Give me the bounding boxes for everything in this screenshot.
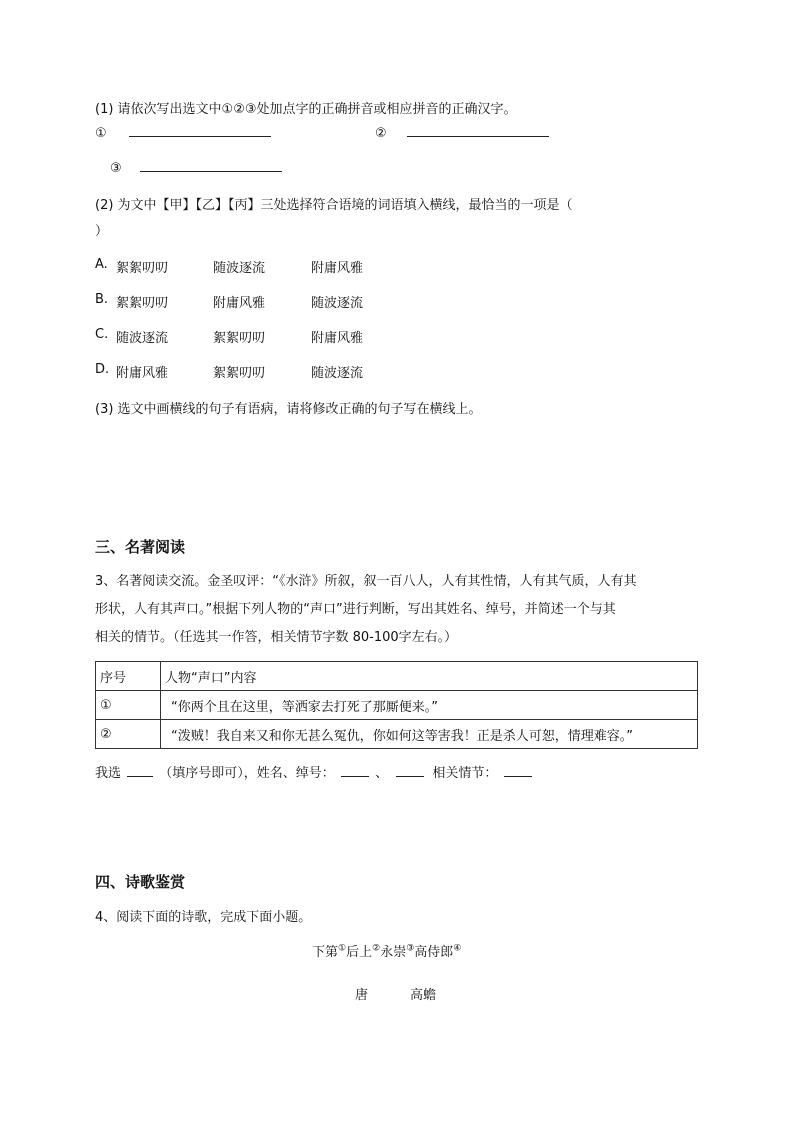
note-mark: ② [372, 943, 381, 954]
option-letter: C. [95, 327, 109, 342]
answer-prefix: 我选 [95, 766, 122, 781]
option-d[interactable] [95, 362, 415, 380]
q1-blank-2 [375, 124, 549, 141]
blank-label: ② [375, 126, 387, 141]
option-word-3: 随波逐流 [311, 296, 364, 311]
poem-title [312, 941, 461, 960]
poem-title-part: 永崇 [380, 945, 407, 960]
row-index: ② [96, 720, 161, 749]
section-4-title: 四、诗歌鉴赏 [95, 873, 186, 891]
name-blank[interactable] [341, 764, 369, 777]
poem-title-part: 后上 [346, 945, 373, 960]
section-4-instruction: 4、阅读下面的诗歌，完成下面小题。 [95, 910, 312, 925]
q3-stem: (3) 选文中画横线的句子有语病，请将修改正确的句子写在横线上。 [95, 402, 482, 417]
poem-author: 高蟾 [410, 988, 437, 1003]
q1-stem: (1) 请依次写出选文中①②③处加点字的正确拼音或相应拼音的正确汉字。 [95, 102, 517, 117]
character-voice-table [95, 661, 698, 749]
plot-blank[interactable] [504, 764, 532, 777]
answer-sep: 、 [375, 766, 389, 781]
poem-title-part: 下第 [312, 945, 339, 960]
table-row [96, 720, 698, 749]
row-index: ① [96, 691, 161, 720]
option-letter: B. [95, 292, 109, 307]
option-a[interactable] [95, 257, 415, 275]
answer-mid: （填序号即可），姓名、绰号： [159, 766, 335, 781]
blank-label: ① [95, 126, 107, 141]
option-word-2: 附庸风雅 [213, 296, 266, 311]
option-word-3: 随波逐流 [311, 366, 364, 381]
section-3-para-line3: 相关的情节。（任选其一作答，相关情节字数 80-100字左右。） [95, 630, 458, 645]
option-word-1: 附庸风雅 [116, 366, 169, 381]
header-content: 人物“声口”内容 [161, 662, 698, 691]
note-mark: ③ [406, 943, 415, 954]
option-word-2: 随波逐流 [213, 261, 266, 276]
option-letter: A. [95, 257, 108, 272]
option-word-2: 絮絮叨叨 [213, 366, 266, 381]
section-3-title: 三、名著阅读 [95, 538, 186, 556]
option-word-1: 絮絮叨叨 [116, 296, 169, 311]
q2-stem-line2: ） [95, 224, 109, 239]
nickname-blank[interactable] [396, 764, 424, 777]
option-word-1: 絮絮叨叨 [116, 261, 169, 276]
blank-label: ③ [110, 161, 122, 176]
option-word-3: 附庸风雅 [311, 331, 364, 346]
option-word-3: 附庸风雅 [311, 261, 364, 276]
q2-stem-line1: (2) 为文中【甲】【乙】【丙】三处选择符合语境的词语填入横线，最恰当的一项是（ [95, 198, 573, 213]
q1-blank-1 [95, 124, 271, 141]
section-3-para-line2: 形状，人有其声口。”根据下列人物的“声口”进行判断，写出其姓名、绰号，并简述一个与其 [95, 602, 616, 617]
answer-plot: 相关情节： [432, 766, 498, 781]
answer-line[interactable] [407, 124, 549, 137]
choice-blank[interactable] [127, 764, 153, 777]
q1-blank-3 [110, 159, 282, 176]
row-quote: “你两个且在这里，等洒家去打死了那厮便来。” [161, 691, 698, 720]
answer-line[interactable] [140, 159, 282, 172]
option-word-2: 絮絮叨叨 [213, 331, 266, 346]
note-mark: ① [338, 943, 347, 954]
section-3-para-line1: 3、名著阅读交流。金圣叹评：“《水浒》所叙，叙一百八人，人有其性情，人有其气质，人有其 [95, 574, 637, 589]
answer-line-row [95, 762, 532, 781]
answer-line[interactable] [129, 124, 271, 137]
header-index: 序号 [96, 662, 161, 691]
poem-dynasty: 唐 [355, 988, 369, 1003]
note-mark: ④ [453, 943, 462, 954]
table-row [96, 691, 698, 720]
option-word-1: 随波逐流 [116, 331, 169, 346]
row-quote: “泼贼！我自来又和你无甚么冤仇，你如何这等害我！正是杀人可恕，情理难容。” [161, 720, 698, 749]
option-c[interactable] [95, 327, 415, 345]
table-header-row [96, 662, 698, 691]
poem-title-part: 高侍郎 [414, 945, 454, 960]
option-letter: D. [95, 362, 110, 377]
option-b[interactable] [95, 292, 415, 310]
